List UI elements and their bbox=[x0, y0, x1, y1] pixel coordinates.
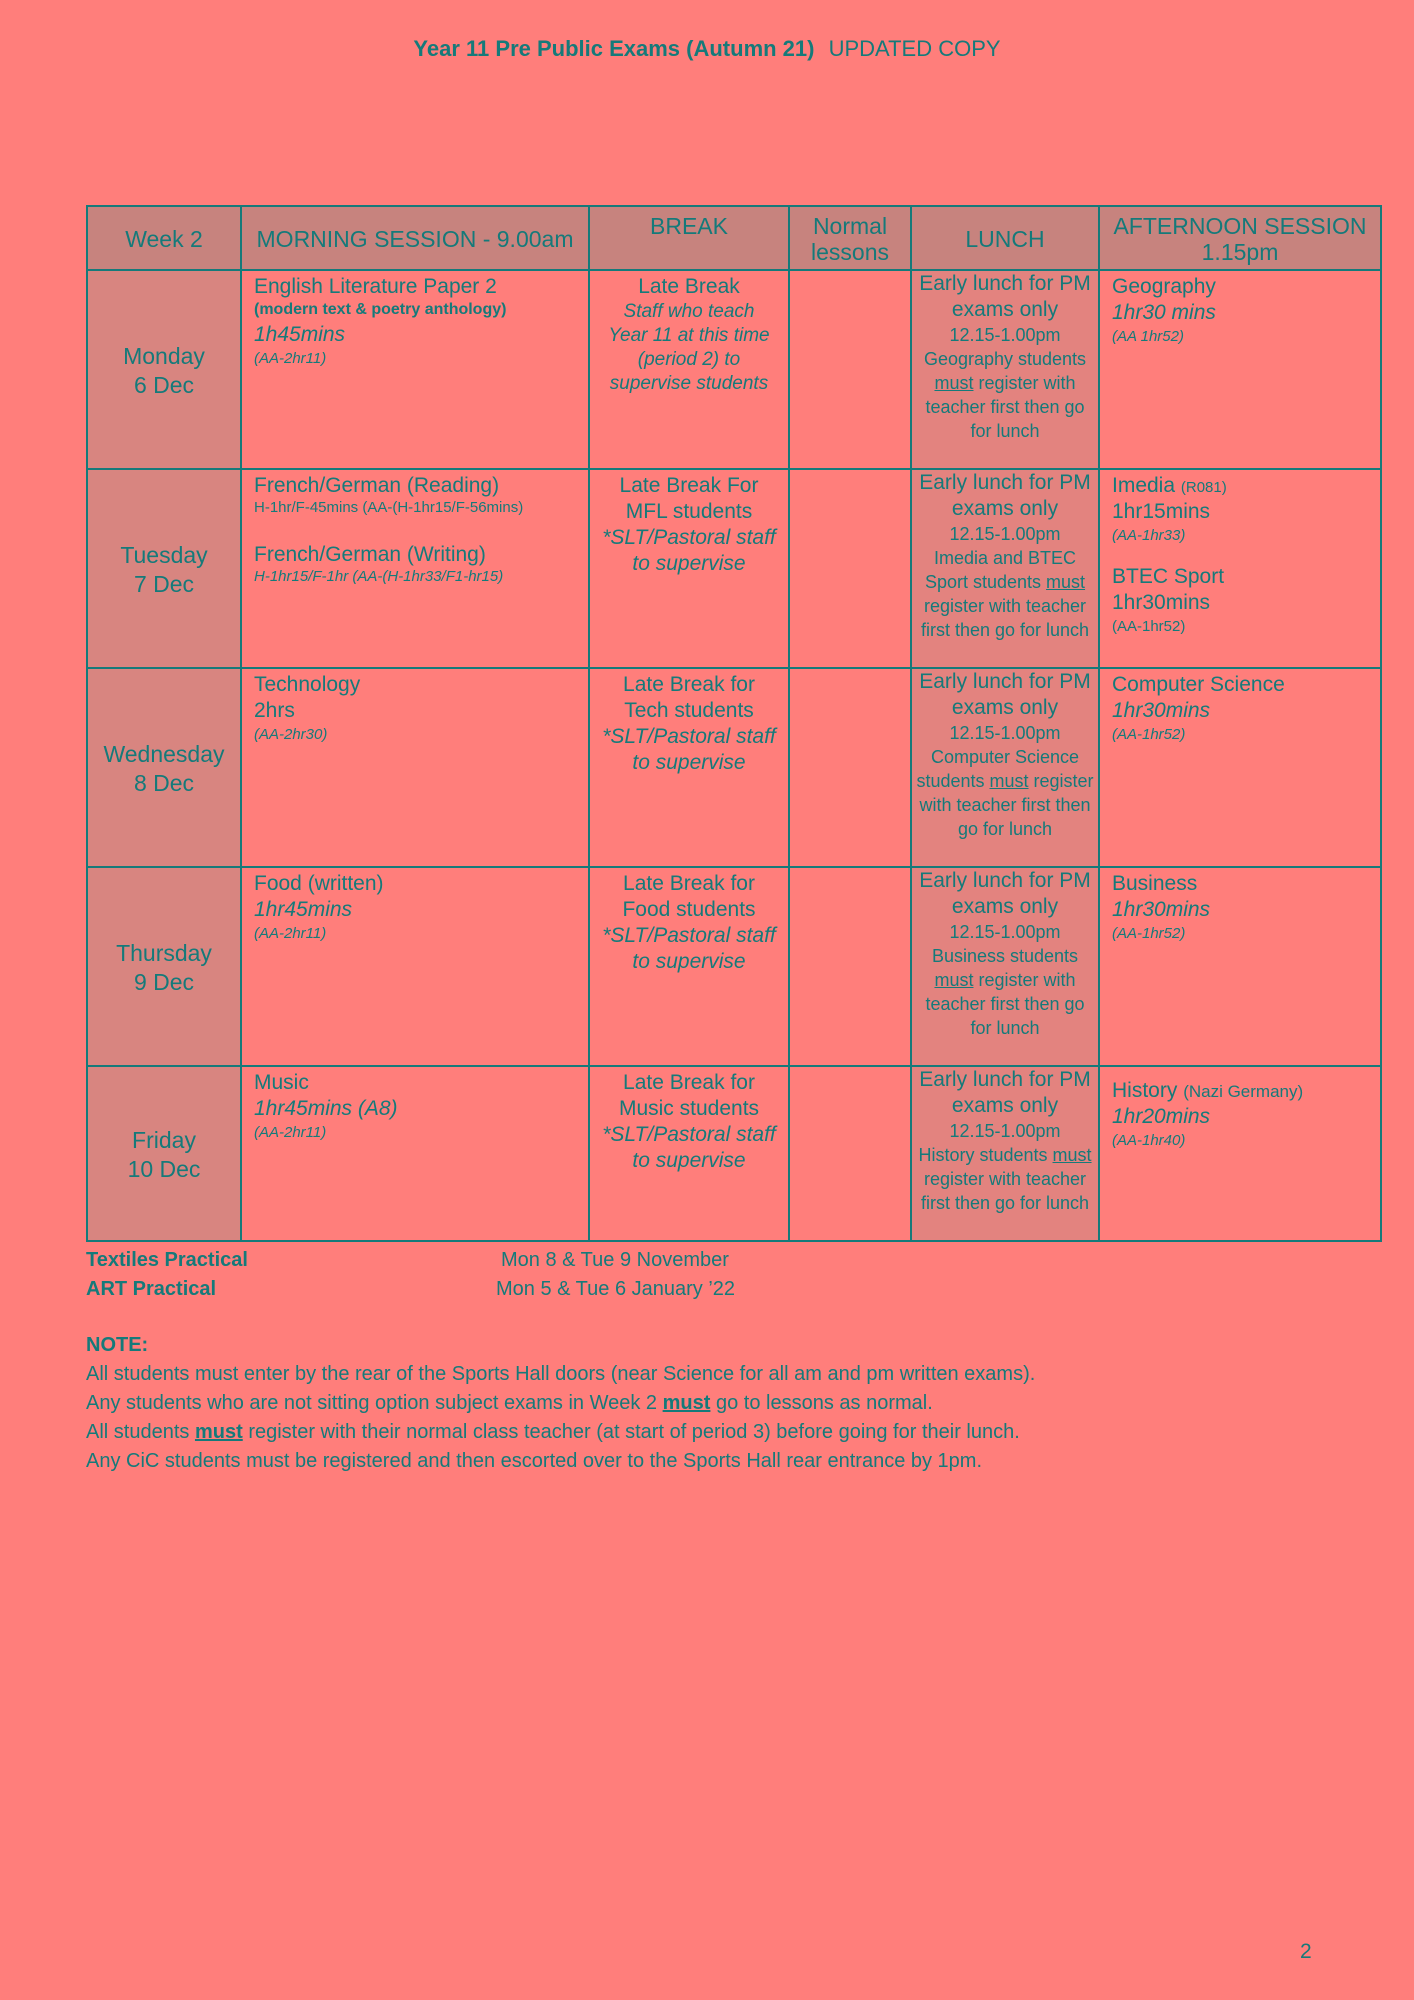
normal-lessons-cell bbox=[789, 270, 911, 469]
table-row bbox=[87, 668, 1381, 867]
afternoon-cell bbox=[1099, 1066, 1381, 1241]
page-title bbox=[0, 36, 1414, 62]
header-normal-lessons: Normal lessons bbox=[789, 206, 911, 270]
break-title: Late Break for Music students bbox=[618, 1071, 760, 1120]
lunch-instruction: Imedia and BTEC Sport students must register with teacher first then go for lunch bbox=[920, 548, 1090, 640]
afternoon-duration: 1hr30 mins bbox=[1112, 301, 1216, 324]
normal-lessons-cell bbox=[789, 668, 911, 867]
page-number: 2 bbox=[1300, 1940, 1312, 1963]
morning-subject: Technology bbox=[254, 673, 361, 696]
break-title: Late Break for Food students bbox=[622, 872, 756, 921]
lunch-cell bbox=[911, 668, 1099, 867]
break-cell bbox=[589, 867, 789, 1066]
normal-lessons-cell bbox=[789, 1066, 911, 1241]
note-line: All students must register with their normal class teacher (at start of period 3) before going for their lunch. bbox=[86, 1421, 1020, 1443]
morning-subject: French/German (Writing) bbox=[254, 543, 486, 566]
morning-access-arrangement: (AA-2hr11) bbox=[254, 925, 327, 942]
day-date: 7 Dec bbox=[133, 571, 195, 597]
afternoon-subject: Business bbox=[1112, 872, 1198, 895]
afternoon-duration: 1hr30mins bbox=[1112, 699, 1211, 722]
afternoon-access-arrangement: (AA-1hr52) bbox=[1112, 618, 1186, 635]
table-row bbox=[87, 1066, 1381, 1241]
morning-cell bbox=[241, 668, 589, 867]
afternoon-access-arrangement: (AA-1hr40) bbox=[1112, 1132, 1186, 1149]
lunch-time: 12.15-1.00pm bbox=[949, 922, 1061, 942]
practical-dates: Mon 5 & Tue 6 January ’22 bbox=[496, 1278, 736, 1300]
afternoon-cell bbox=[1099, 668, 1381, 867]
break-note: *SLT/Pastoral staff to supervise bbox=[602, 924, 776, 973]
morning-duration: 1h45mins bbox=[254, 323, 346, 346]
break-note: *SLT/Pastoral staff to supervise bbox=[602, 1123, 776, 1172]
morning-subject: French/German (Reading) bbox=[254, 474, 500, 497]
day-date: 8 Dec bbox=[133, 770, 195, 796]
note-line: All students must enter by the rear of the Sports Hall doors (near Science for all am and pm written exams). bbox=[86, 1363, 1036, 1385]
morning-duration: 1hr45mins (A8) bbox=[254, 1097, 398, 1120]
title-status: UPDATED COPY bbox=[828, 36, 1001, 61]
lunch-early: Early lunch for PM exams only bbox=[919, 869, 1091, 918]
morning-duration: 2hrs bbox=[254, 699, 295, 722]
lunch-cell bbox=[911, 1066, 1099, 1241]
afternoon-subject: Geography bbox=[1112, 275, 1216, 298]
afternoon-duration: 1hr20mins bbox=[1112, 1105, 1211, 1128]
day-date: 9 Dec bbox=[133, 969, 195, 995]
afternoon-access-arrangement: (AA 1hr52) bbox=[1112, 328, 1184, 345]
afternoon-subject: Computer Science bbox=[1112, 673, 1285, 696]
break-title: Late Break For MFL students bbox=[619, 474, 759, 523]
day-name: Friday bbox=[132, 1127, 196, 1153]
lunch-cell bbox=[911, 469, 1099, 668]
header-morning: MORNING SESSION - 9.00am bbox=[241, 206, 589, 270]
lunch-time: 12.15-1.00pm bbox=[949, 524, 1061, 544]
day-name: Monday bbox=[123, 343, 205, 369]
lunch-time: 12.15-1.00pm bbox=[949, 1121, 1061, 1141]
lunch-instruction: Business students must register with teacher first then go for lunch bbox=[925, 946, 1085, 1038]
morning-subject: Food (written) bbox=[254, 872, 384, 895]
break-title: Late Break for Tech students bbox=[623, 673, 755, 722]
break-cell bbox=[589, 270, 789, 469]
normal-lessons-cell bbox=[789, 469, 911, 668]
exam-timetable bbox=[86, 205, 1382, 1242]
practical-row bbox=[86, 1246, 729, 1274]
morning-access-arrangement: (AA-2hr11) bbox=[254, 350, 327, 367]
table-row bbox=[87, 469, 1381, 668]
day-date: 6 Dec bbox=[133, 372, 195, 398]
morning-duration: 1hr45mins bbox=[254, 898, 353, 921]
notes-section bbox=[86, 1331, 1336, 1476]
afternoon-access-arrangement: (AA-1hr33) bbox=[1112, 527, 1186, 544]
practical-label: Textiles Practical bbox=[86, 1249, 248, 1271]
lunch-time: 12.15-1.00pm bbox=[949, 325, 1061, 345]
break-note: *SLT/Pastoral staff to supervise bbox=[602, 526, 776, 575]
lunch-early: Early lunch for PM exams only bbox=[919, 272, 1091, 321]
header-lunch: LUNCH bbox=[911, 206, 1099, 270]
lunch-instruction: Geography students must register with teacher first then go for lunch bbox=[923, 349, 1087, 441]
afternoon-duration: 1hr15mins bbox=[1112, 500, 1211, 523]
afternoon-cell bbox=[1099, 867, 1381, 1066]
lunch-instruction: History students must register with teacher first then go for lunch bbox=[918, 1145, 1092, 1213]
morning-duration: H-1hr15/F-1hr (AA-(H-1hr33/F1-hr15) bbox=[254, 568, 504, 585]
morning-access-arrangement: (AA-2hr11) bbox=[254, 1124, 327, 1141]
break-note: *SLT/Pastoral staff to supervise bbox=[602, 725, 776, 774]
note-line: Any CiC students must be registered and then escorted over to the Sports Hall rear entrance by 1pm. bbox=[86, 1450, 983, 1472]
day-name: Thursday bbox=[116, 940, 212, 966]
day-cell bbox=[87, 867, 241, 1066]
note-line: Any students who are not sitting option subject exams in Week 2 must go to lessons as normal. bbox=[86, 1392, 933, 1414]
table-row bbox=[87, 270, 1381, 469]
afternoon-duration: 1hr30mins bbox=[1112, 898, 1211, 921]
break-cell bbox=[589, 469, 789, 668]
morning-cell bbox=[241, 469, 589, 668]
break-cell bbox=[589, 1066, 789, 1241]
practical-row bbox=[86, 1275, 735, 1303]
practical-label: ART Practical bbox=[86, 1278, 217, 1300]
day-cell bbox=[87, 668, 241, 867]
break-cell bbox=[589, 668, 789, 867]
lunch-early: Early lunch for PM exams only bbox=[919, 471, 1091, 520]
header-break: BREAK bbox=[589, 206, 789, 270]
morning-subject: Music bbox=[254, 1071, 309, 1094]
title-main: Year 11 Pre Public Exams (Autumn 21) bbox=[413, 36, 815, 61]
morning-cell bbox=[241, 1066, 589, 1241]
afternoon-access-arrangement: (AA-1hr52) bbox=[1112, 726, 1186, 743]
morning-detail: (modern text & poetry anthology) bbox=[254, 301, 507, 318]
afternoon-cell bbox=[1099, 469, 1381, 668]
lunch-cell bbox=[911, 867, 1099, 1066]
day-cell bbox=[87, 270, 241, 469]
morning-cell bbox=[241, 270, 589, 469]
morning-cell bbox=[241, 867, 589, 1066]
header-week: Week 2 bbox=[87, 206, 241, 270]
afternoon-subject: BTEC Sport bbox=[1112, 565, 1225, 588]
break-note: Staff who teach Year 11 at this time (period 2) to supervise students bbox=[608, 301, 770, 394]
lunch-instruction: Computer Science students must register with teacher first then go for lunch bbox=[916, 747, 1094, 839]
practical-dates: Mon 8 & Tue 9 November bbox=[501, 1249, 729, 1271]
day-cell bbox=[87, 469, 241, 668]
day-date: 10 Dec bbox=[127, 1156, 201, 1182]
lunch-early: Early lunch for PM exams only bbox=[919, 670, 1091, 719]
afternoon-cell bbox=[1099, 270, 1381, 469]
afternoon-subject: History (Nazi Germany) bbox=[1112, 1079, 1304, 1102]
lunch-cell bbox=[911, 270, 1099, 469]
day-cell bbox=[87, 1066, 241, 1241]
afternoon-subject: Imedia (R081) bbox=[1112, 474, 1227, 497]
notes-heading: NOTE: bbox=[86, 1334, 149, 1356]
lunch-time: 12.15-1.00pm bbox=[949, 723, 1061, 743]
morning-subject: English Literature Paper 2 bbox=[254, 275, 497, 298]
day-name: Tuesday bbox=[120, 542, 208, 568]
header-row bbox=[87, 206, 1381, 270]
lunch-early: Early lunch for PM exams only bbox=[919, 1068, 1091, 1117]
morning-duration: H-1hr/F-45mins (AA-(H-1hr15/F-56mins) bbox=[254, 499, 524, 516]
afternoon-access-arrangement: (AA-1hr52) bbox=[1112, 925, 1186, 942]
break-title: Late Break bbox=[638, 275, 740, 298]
header-afternoon: AFTERNOON SESSION 1.15pm bbox=[1099, 206, 1381, 270]
normal-lessons-cell bbox=[789, 867, 911, 1066]
afternoon-duration: 1hr30mins bbox=[1112, 591, 1211, 614]
day-name: Wednesday bbox=[103, 741, 225, 767]
morning-access-arrangement: (AA-2hr30) bbox=[254, 726, 328, 743]
table-row bbox=[87, 867, 1381, 1066]
